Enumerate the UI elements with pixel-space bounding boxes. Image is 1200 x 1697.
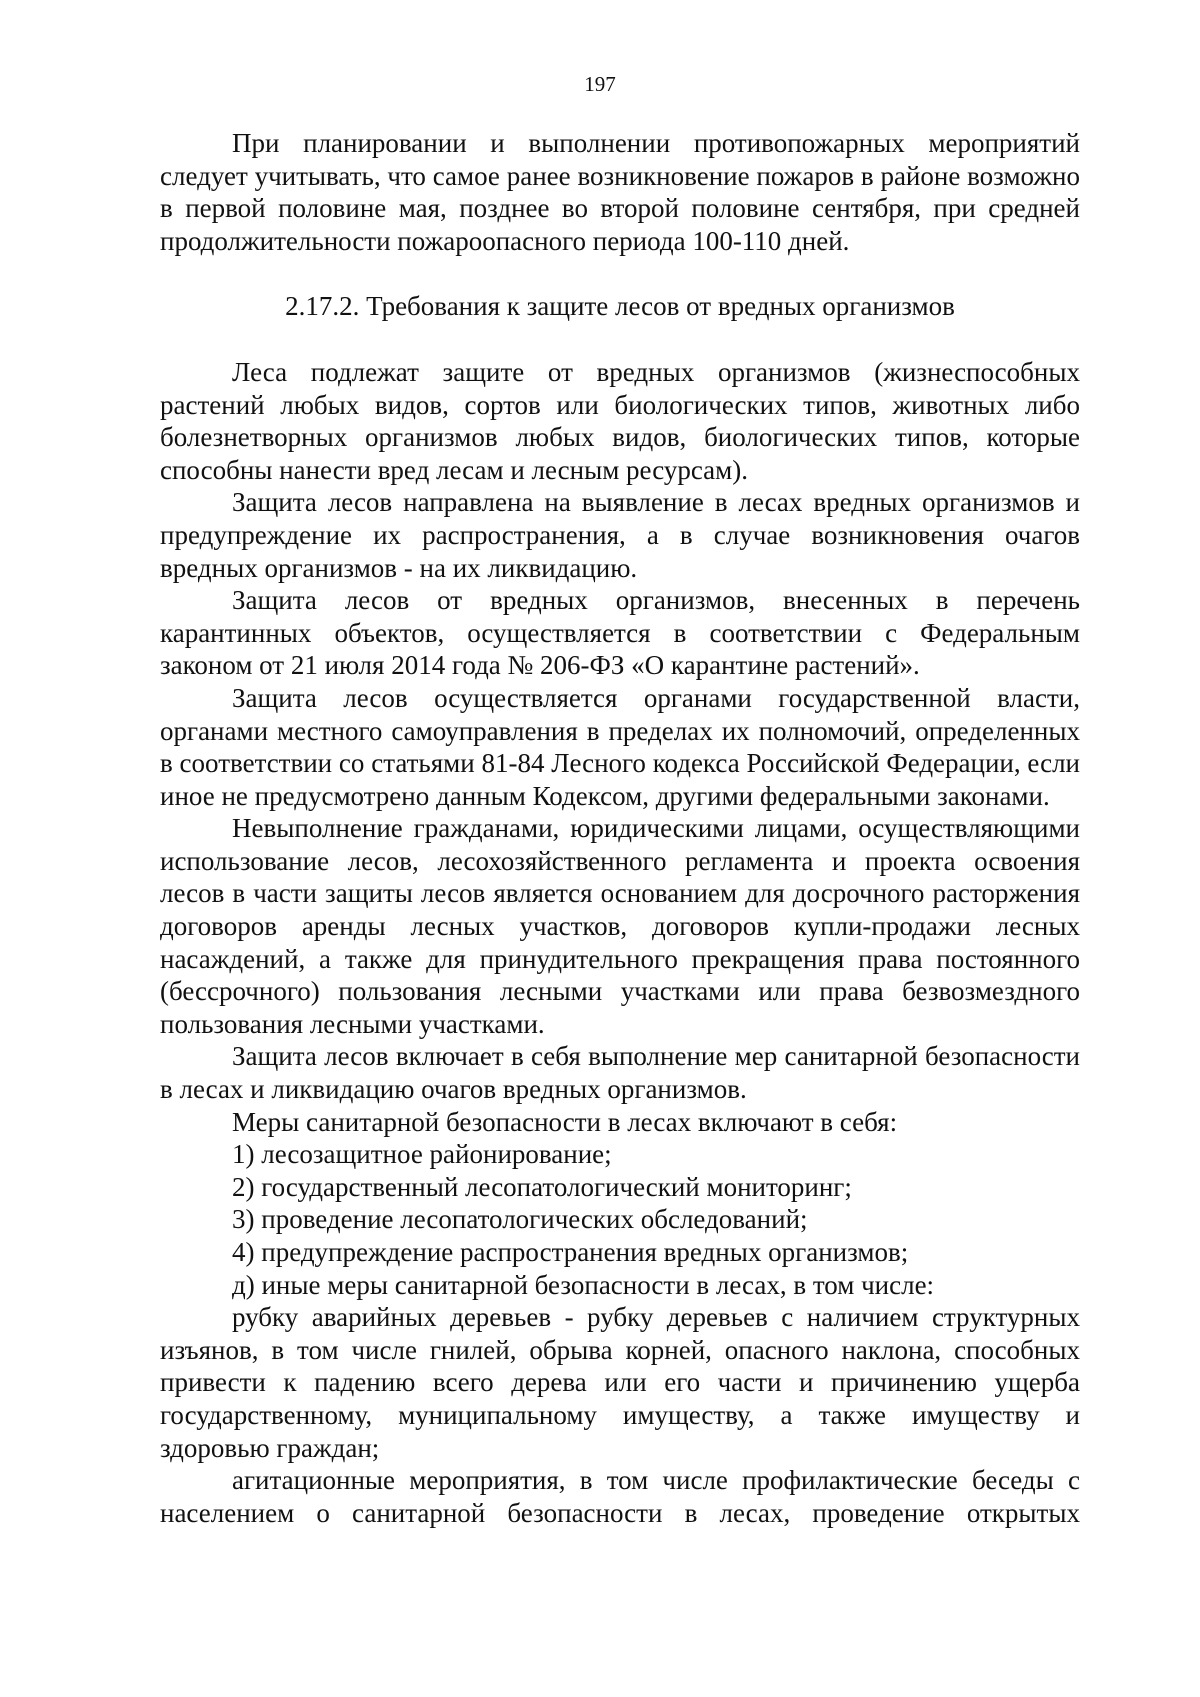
list-item-5: д) иные меры санитарной безопасности в лесах, в том числе: — [232, 1269, 935, 1300]
paragraph-authorities: Защита лесов осуществляется органами государственной власти, органами местного самоуправления в пределах их полномочий, определенных в соответствии со статьями 81-84 Лесного кодекса Российской Федерации, если иное не предусмотрено данным Кодексом, другими федеральными законами. — [160, 682, 1080, 811]
section-heading: 2.17.2. Требования к защите лесов от вредных организмов — [285, 291, 955, 322]
paragraph-emergency-felling: рубку аварийных деревьев - рубку деревьев с наличием структурных изъянов, в том числе гнилей, обрыва корней, опасного наклона, способных привести к падению всего дерева или его части и причинению ущерба государственному, муниципальному имуществу, а также имуществу и здоровью граждан; — [160, 1302, 1080, 1463]
paragraph-measures-intro: Меры санитарной безопасности в лесах включают в себя: — [232, 1106, 898, 1137]
list-item-2: 2) государственный лесопатологический мониторинг; — [232, 1171, 852, 1202]
page-number: 197 — [584, 72, 616, 96]
paragraph-forest-protection-definition: Леса подлежат защите от вредных организмов (жизнеспособных растений любых видов, сортов или биологических типов, животных либо болезнетворных организмов любых видов, биологических типов, которые способны нанести вред лесам и лесным ресурсам). — [160, 356, 1080, 485]
list-item-3: 3) проведение лесопатологических обследований; — [232, 1204, 808, 1235]
paragraph-fire-planning: При планировании и выполнении противопожарных мероприятий следует учитывать, что самое ранее возникновение пожаров в районе возможно в первой половине мая, позднее во второй половине сентября, при средней продолжительности пожароопасного периода 100-110 дней. — [160, 128, 1080, 256]
paragraph-protection-includes: Защита лесов включает в себя выполнение мер санитарной безопасности в лесах и ликвидацию очагов вредных организмов. — [160, 1041, 1080, 1105]
paragraph-quarantine-law: Защита лесов от вредных организмов, внесенных в перечень карантинных объектов, осуществляется в соответствии с Федеральным законом от 21 июля 2014 года № 206-ФЗ «О карантине растений». — [160, 585, 1080, 681]
list-item-1: 1) лесозащитное районирование; — [232, 1139, 612, 1170]
document-body — [160, 127, 1080, 1529]
list-item-4: 4) предупреждение распространения вредных организмов; — [232, 1237, 909, 1267]
paragraph-non-compliance: Невыполнение гражданами, юридическими лицами, осуществляющими использование лесов, лесохозяйственного регламента и проекта освоения лесов в части защиты лесов является основанием для досрочного расторжения договоров аренды лесных участков, договоров купли-продажи лесных насаждений, а также для принудительного прекращения права постоянного (бессрочного) пользования лесными участками или права безвозмездного пользования лесными участками. — [160, 813, 1080, 1039]
paragraph-protection-aim: Защита лесов направлена на выявление в лесах вредных организмов и предупреждение их распространения, а в случае возникновения очагов вредных организмов - на их ликвидацию. — [160, 487, 1080, 583]
paragraph-agitation: агитационные мероприятия, в том числе профилактические беседы с населением о санитарной безопасности в лесах, проведение открытых — [160, 1465, 1080, 1528]
